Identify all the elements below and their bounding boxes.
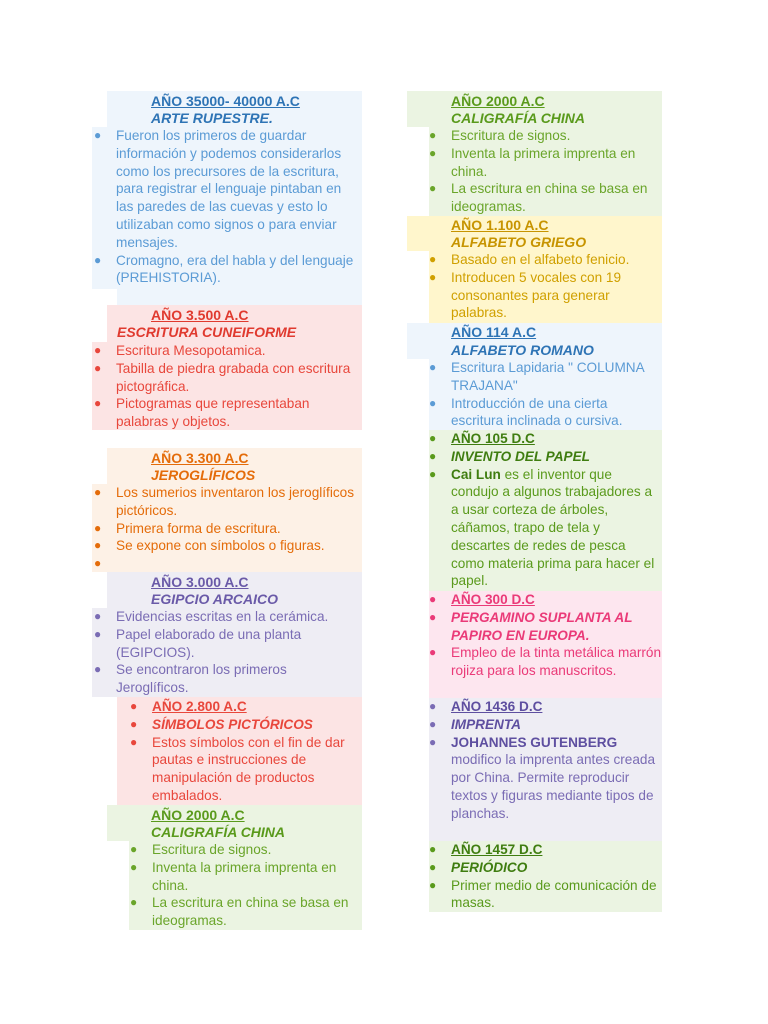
list-item: ● Estos símbolos con el fin de dar pautas e instrucciones de manipulación de productos embalados. <box>130 734 345 803</box>
list-item: ● Empleo de la tinta metálica marrón rojiza para los manuscritos. <box>429 645 662 679</box>
list-item: ● La escritura en china se basa en ideogramas. <box>429 181 648 215</box>
block-list <box>130 841 362 930</box>
block-title: SÍMBOLOS PICTÓRICOS <box>152 716 313 732</box>
inventor-name: Cai Lun <box>451 466 501 482</box>
list-item: ● Introducción de una cierta escritura inclinada o cursiva. <box>429 395 623 429</box>
list-item: ● Escritura Lapidaria " COLUMNA TRAJANA" <box>429 360 644 393</box>
block-title: ALFABETO ROMANO <box>451 342 594 358</box>
block-list <box>429 591 662 680</box>
list-item: ● Evidencias escritas en la cerámica. <box>94 609 329 624</box>
list-item: ● Los sumerios inventaron los jeroglíficos pictóricos. <box>94 485 355 518</box>
list-item: ● Cromagno, era del habla y del lenguaje (PREHISTORIA). <box>94 252 354 286</box>
bullet-icon: ● <box>94 609 102 623</box>
block-year: AÑO 2000 A.C <box>451 93 545 109</box>
bullet-icon: ● <box>94 396 102 411</box>
bullet-icon: ● <box>429 128 437 142</box>
list-item: ● Inventa la primera imprenta en china. <box>429 145 636 179</box>
bullet-icon: ● <box>429 466 437 481</box>
bullet-icon: ● <box>130 699 138 713</box>
block-title: JEROGLÍFICOS <box>151 467 256 483</box>
block-list <box>429 841 662 912</box>
list-item: ● Papel elaborado de una planta (EGIPCIOS). <box>94 626 302 660</box>
bullet-icon: ● <box>94 485 102 499</box>
block-title: ARTE RUPESTRE. <box>151 110 273 126</box>
list-item <box>429 716 662 734</box>
block-title: CALIGRAFÍA CHINA <box>151 824 286 840</box>
bullet-icon: ● <box>429 842 437 856</box>
block-list <box>130 698 362 805</box>
bullet-icon: ● <box>429 609 437 624</box>
block-year: AÑO 105 D.C <box>451 431 535 446</box>
list-item <box>130 716 362 734</box>
bullet-icon: ● <box>429 448 437 463</box>
block-year: AÑO 35000- 40000 A.C <box>151 93 300 109</box>
list-item: ● La escritura en china se basa en ideogramas. <box>130 895 349 929</box>
bullet-icon: ● <box>94 360 102 375</box>
list-item: ● Fueron los primeros de guardar información y podemos considerarlos como los precursores de la escritura, para registrar el lenguaje pintaban en las paredes de las cuevas y esto lo utilizaban como signos o para enviar mensajes. <box>94 128 342 250</box>
bullet-icon: ● <box>429 859 437 874</box>
block-year: AÑO 3.000 A.C <box>151 574 249 590</box>
list-item <box>429 430 662 448</box>
bullet-icon: ● <box>429 645 437 660</box>
bullet-icon: ● <box>94 626 102 641</box>
bullet-icon: ● <box>429 181 437 196</box>
bullet-icon: ● <box>94 252 102 267</box>
bullet-icon: ● <box>429 360 437 374</box>
bullet-icon: ● <box>429 269 437 284</box>
block-list <box>94 342 362 431</box>
list-item: ● Primera forma de escritura. <box>94 520 281 536</box>
bullet-icon: ● <box>429 877 437 892</box>
bullet-icon: ● <box>429 395 437 410</box>
bullet-icon: ● <box>429 734 437 749</box>
block-list <box>429 359 662 430</box>
bullet-icon: ● <box>94 556 102 571</box>
bullet-icon: ● <box>429 716 437 731</box>
list-item <box>429 591 662 609</box>
list-item: ● Basado en el alfabeto fenicio. <box>429 252 630 267</box>
block-title: CALIGRAFÍA CHINA <box>451 110 586 126</box>
block-year: AÑO 2000 A.C <box>151 807 245 823</box>
bullet-icon: ● <box>429 592 437 606</box>
block-year: AÑO 3.300 A.C <box>151 450 249 466</box>
list-item: ● Tabilla de piedra grabada con escritura pictográfica. <box>94 360 351 394</box>
block-list <box>94 127 362 287</box>
list-item <box>429 448 662 466</box>
block-background <box>117 289 362 305</box>
bullet-icon: ● <box>130 734 138 749</box>
block-title: EGIPCIO ARCAICO <box>151 591 279 607</box>
block-list <box>429 251 662 322</box>
block-year: AÑO 300 D.C <box>451 592 535 607</box>
bullet-icon: ● <box>94 662 102 677</box>
block-list <box>94 484 362 573</box>
list-item: ● Escritura Mesopotamica. <box>94 343 266 358</box>
bullet-icon: ● <box>429 252 437 266</box>
bullet-icon: ● <box>429 699 437 713</box>
block-year: AÑO 1.100 A.C <box>451 217 549 233</box>
block-list <box>429 127 662 216</box>
list-item <box>429 609 662 645</box>
block-title: IMPRENTA <box>451 716 521 732</box>
block-title: ALFABETO GRIEGO <box>451 234 587 250</box>
bullet-icon: ● <box>429 431 437 445</box>
bullet-icon: ● <box>130 895 138 910</box>
list-item <box>94 555 362 573</box>
bullet-icon: ● <box>429 145 437 160</box>
list-item <box>429 698 662 716</box>
block-list <box>429 430 662 590</box>
list-item: ● Escritura de signos. <box>429 128 571 143</box>
list-item: ● Inventa la primera imprenta en china. <box>130 859 337 893</box>
block-year: AÑO 114 A.C <box>451 324 537 340</box>
bullet-icon: ● <box>130 716 138 731</box>
block-year: AÑO 3.500 A.C <box>151 307 249 323</box>
bullet-icon: ● <box>94 343 102 357</box>
block-list <box>429 698 662 823</box>
block-title: INVENTO DEL PAPEL <box>451 448 590 464</box>
list-item: ● Introducen 5 vocales con 19 consonantes para generar palabras. <box>429 269 622 321</box>
block-title: ESCRITURA CUNEIFORME <box>117 324 297 340</box>
bullet-icon: ● <box>94 520 102 535</box>
block-year: AÑO 2.800 A.C <box>152 699 247 714</box>
list-item <box>130 698 362 716</box>
list-item <box>429 859 662 877</box>
bullet-icon: ● <box>130 859 138 874</box>
list-item: ● Primer medio de comunicación de masas. <box>429 877 657 911</box>
list-item: ● JOHANNES GUTENBERG modifico la imprenta antes creada por China. Permite reproducir textos y figuras mediante tipos de planchas. <box>429 734 656 821</box>
block-list <box>94 608 362 697</box>
block-year: AÑO 1457 D.C <box>451 842 543 857</box>
block-title: PERGAMINO SUPLANTA AL PAPIRO EN EUROPA. <box>451 609 633 643</box>
bullet-icon: ● <box>130 842 138 856</box>
list-item: ● Se expone con símbolos o figuras. <box>94 538 325 554</box>
list-item: ● Se encontraron los primeros Jeroglíficos. <box>94 662 287 696</box>
list-item <box>429 841 662 859</box>
block-title: PERIÓDICO <box>451 859 528 875</box>
list-item: ● Escritura de signos. <box>130 842 272 857</box>
bullet-icon: ● <box>94 538 102 553</box>
list-item: ● Pictogramas que representaban palabras y objetos. <box>94 396 310 430</box>
list-item: ● Cai Lun es el inventor que condujo a algunos trabajadores a a usar corteza de árboles, cáñamos, trapo de tela y descartes de redes de pesca como materia prima para hacer el papel. <box>429 466 655 589</box>
bullet-icon: ● <box>94 128 102 142</box>
block-year: AÑO 1436 D.C <box>451 699 543 714</box>
inventor-name: JOHANNES GUTENBERG <box>451 734 618 750</box>
